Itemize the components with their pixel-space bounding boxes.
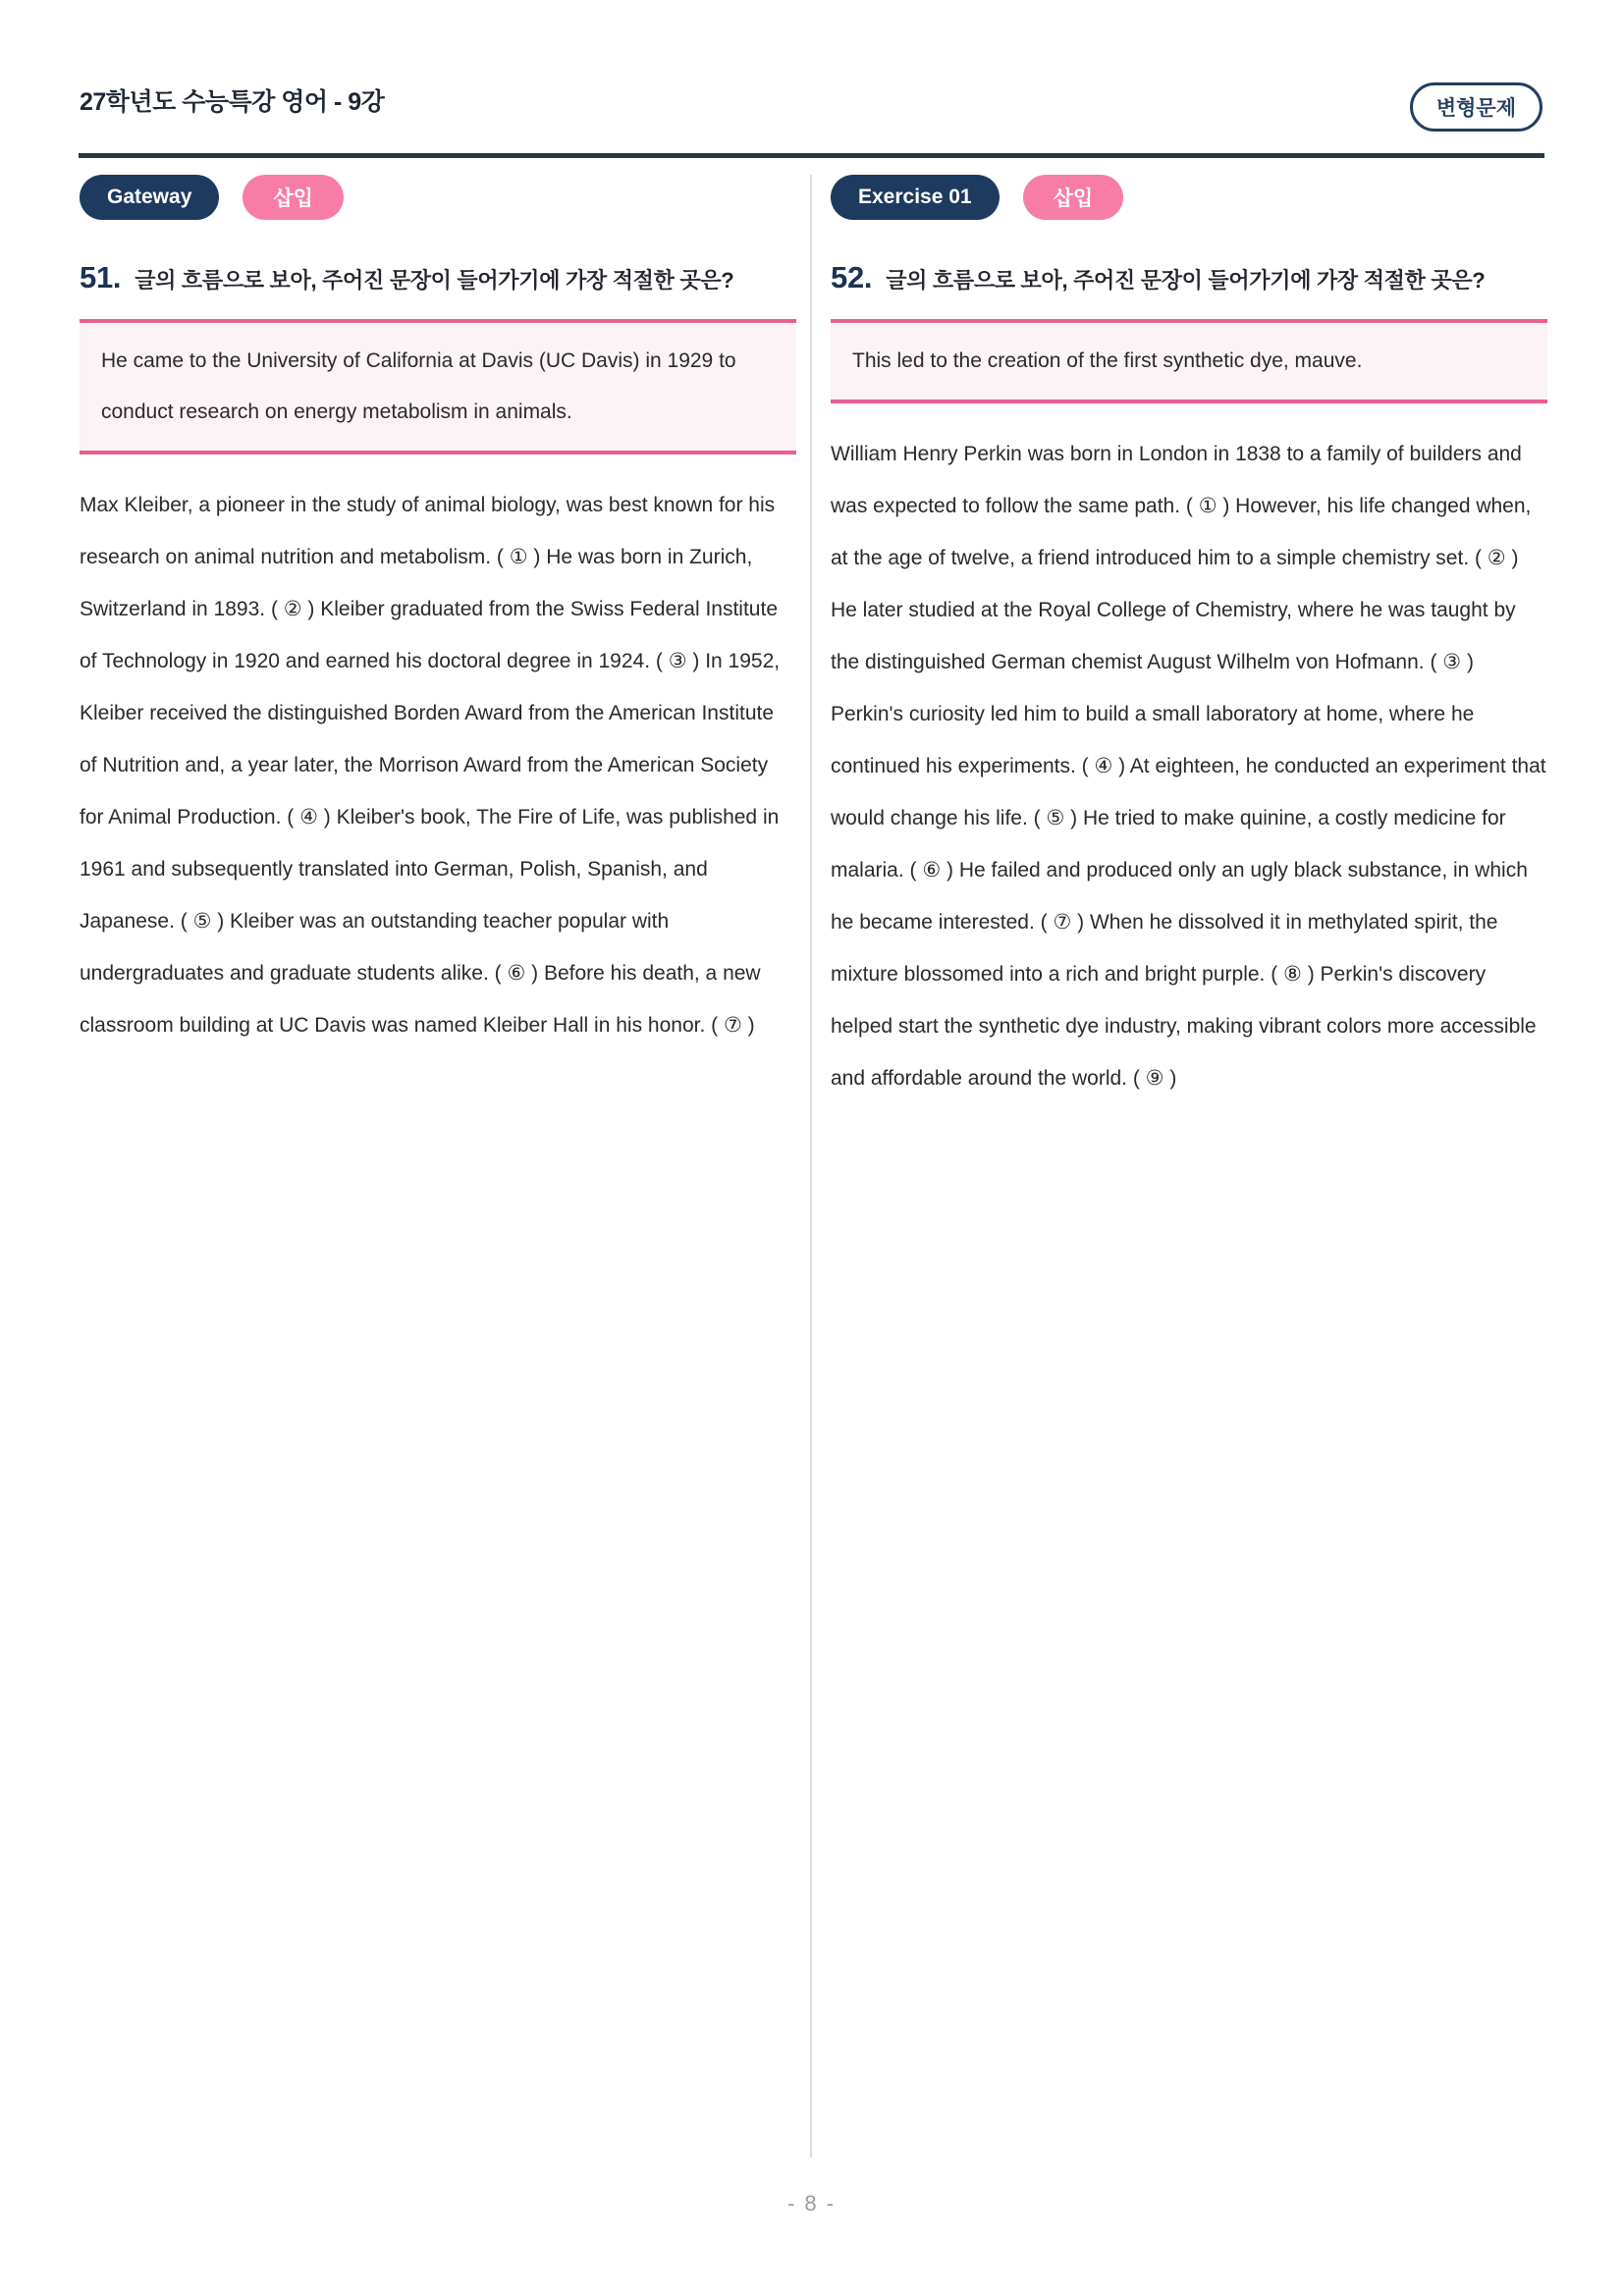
question-number: 52. <box>831 260 873 294</box>
question-type-badge: 삽입 <box>243 175 344 220</box>
given-sentence-box: This led to the creation of the first synthetic dye, mauve. <box>831 319 1547 403</box>
question-51-column <box>80 175 796 1051</box>
column-divider <box>810 175 812 2158</box>
question-heading <box>831 255 1547 303</box>
badge-row <box>831 175 1547 220</box>
question-52-column <box>831 175 1547 1104</box>
variant-problem-badge: 변형문제 <box>1410 82 1542 132</box>
question-heading <box>80 255 796 303</box>
passage-text: William Henry Perkin was born in London in 1838 to a family of builders and was expected to follow the same path. ( ① ) However, his life changed when, at the age of twelve, a friend introduced him to a simple chemistry set. ( ② ) He later studied at the Royal College of Chemistry, where he was taught by the distinguished German chemist August Wilhelm von Hofmann. ( ③ ) Perkin's curiosity led him to build a small laboratory at home, where he continued his experiments. ( ④ ) At eighteen, he conducted an experiment that would change his life. ( ⑤ ) He tried to make quinine, a costly medicine for malaria. ( ⑥ ) He failed and produced only an ugly black substance, in which he became interested. ( ⑦ ) When he dissolved it in methylated spirit, the mixture blossomed into a rich and bright purple. ( ⑧ ) Perkin's discovery helped start the synthetic dye industry, making vibrant colors more accessible and affordable around the world. ( ⑨ ) <box>831 443 1546 1090</box>
source-badge: Gateway <box>80 175 219 220</box>
page-title: 27학년도 수능특강 영어 - 9강 <box>80 88 385 116</box>
question-prompt: 글의 흐름으로 보아, 주어진 문장이 들어가기에 가장 적절한 곳은? <box>886 268 1486 293</box>
header-rule <box>79 153 1544 158</box>
passage-text: Max Kleiber, a pioneer in the study of animal biology, was best known for his research on animal nutrition and metabolism. ( ① ) He was born in Zurich, Switzerland in 1893. ( ② ) Kleiber graduated from the Swiss Federal Institute of Technology in 1920 and earned his doctoral degree in 1924. ( ③ ) In 1952, Kleiber received the distinguished Borden Award from the American Institute of Nutrition and, a year later, the Morrison Award from the American Society for Animal Production. ( ④ ) Kleiber's book, The Fire of Life, was published in 1961 and subsequently translated into German, Polish, Spanish, and Japanese. ( ⑤ ) Kleiber was an outstanding teacher popular with undergraduates and graduate students alike. ( ⑥ ) Before his death, a new classroom building at UC Davis was named Kleiber Hall in his honor. ( ⑦ ) <box>80 494 781 1037</box>
question-type-badge: 삽입 <box>1023 175 1124 220</box>
source-badge: Exercise 01 <box>831 175 1000 220</box>
given-sentence-box: He came to the University of California at Davis (UC Davis) in 1929 to conduct research on energy metabolism in animals. <box>80 319 796 454</box>
page-number: - 8 - <box>786 2191 837 2216</box>
badge-row <box>80 175 796 220</box>
question-prompt: 글의 흐름으로 보아, 주어진 문장이 들어가기에 가장 적절한 곳은? <box>135 268 734 293</box>
question-number: 51. <box>80 260 122 294</box>
